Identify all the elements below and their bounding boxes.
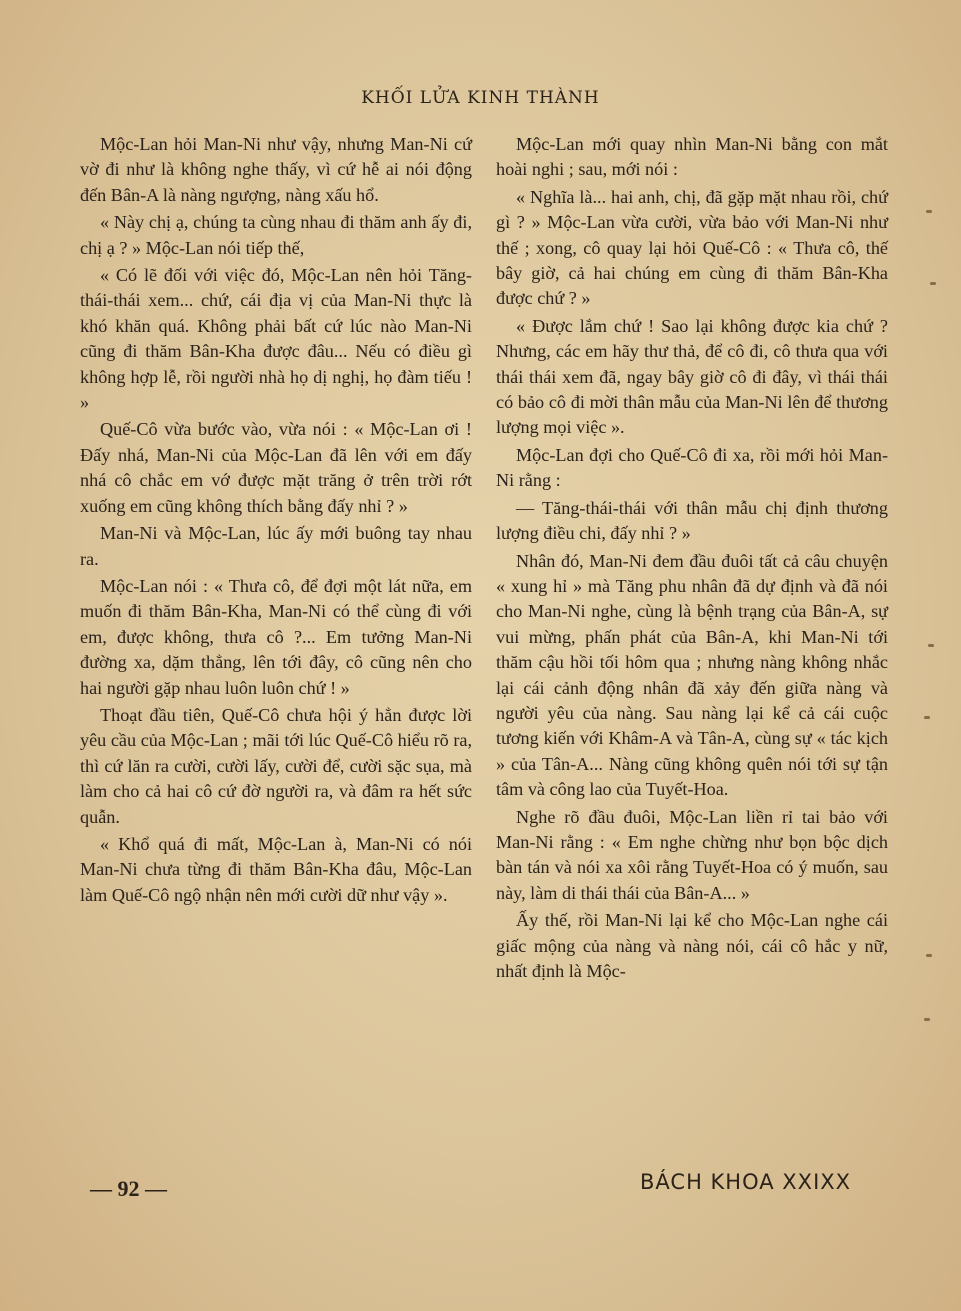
paragraph: Mộc-Lan hỏi Man-Ni như vậy, nhưng Man-Ni cứ vờ đi như là không nghe thấy, vì cứ hễ ai nói động đến Bân-A là nàng ngượng, nàng xấu hổ. bbox=[80, 134, 472, 205]
running-head: KHỐI LỬA KINH THÀNH bbox=[361, 88, 600, 108]
margin-speck bbox=[926, 210, 932, 213]
paragraph: Mộc-Lan mới quay nhìn Man-Ni bằng con mắt hoài nghi ; sau, mới nói : bbox=[496, 134, 888, 180]
margin-speck bbox=[928, 644, 934, 647]
paragraph: « Nghĩa là... hai anh, chị, đã gặp mặt nhau rồi, chứ gì ? » Mộc-Lan vừa cười, vừa bảo với Man-Ni như thế ; xong, cô quay lại hỏi Quế-Cô : « Thưa cô, thế bây giờ, cả hai chúng em cùng đi thăm Bân-Kha được chứ ? » bbox=[496, 186, 888, 309]
paragraph: Quế-Cô vừa bước vào, vừa nói : « Mộc-Lan ơi ! Đấy nhá, Man-Ni của Mộc-Lan đã lên với em đấy nhá cô chắc em vớ được mặt trăng ở trên trời rớt xuống em cũng không thích bằng đấy nhỉ ? » bbox=[80, 419, 472, 516]
paragraph: — Tăng-thái-thái với thân mẫu chị định thương lượng điều chi, đấy nhỉ ? » bbox=[496, 497, 888, 544]
paragraph: Mộc-Lan đợi cho Quế-Cô đi xa, rồi mới hỏi Man-Ni rằng : bbox=[496, 444, 888, 491]
margin-speck bbox=[930, 282, 936, 285]
paragraph: « Này chị ạ, chúng ta cùng nhau đi thăm anh ấy đi, chị ạ ? » Mộc-Lan nói tiếp thế, bbox=[80, 212, 472, 258]
paragraph: « Có lẽ đối với việc đó, Mộc-Lan nên hỏi Tăng-thái-thái xem... chứ, cái địa vị của Man-Ni thực là khó khăn quá. Không phải bất cứ lúc nào Man-Ni cũng đi thăm Bân-Kha được đâu... Nếu có điều gì không hợp lễ, rồi người nhà họ dị nghị, họ đàm tiếu ! » bbox=[80, 265, 472, 413]
paragraph: Nghe rõ đầu đuôi, Mộc-Lan liền rỉ tai bảo với Man-Ni rằng : « Em nghe chừng như bọn bộc dịch bàn tán và nói xa xôi rằng Tuyết-Hoa có ý muốn, sau này, làm di thái thái của Bân-A... » bbox=[496, 806, 888, 903]
paragraph: « Được lắm chứ ! Sao lại không được kia chứ ? Nhưng, các em hãy thư thả, để cô đi, cô thưa qua với thái thái xem đã, ngay bây giờ cô đi đây, vì thái thái có bảo cô đi mời thân mẫu của Man-Ni lên để thương lượng mọi việc ». bbox=[496, 315, 888, 438]
journal-footer: BÁCH KHOA XXIXX bbox=[640, 1170, 852, 1194]
paragraph: Man-Ni và Mộc-Lan, lúc ấy mới buông tay nhau ra. bbox=[80, 523, 472, 569]
paragraph: Thoạt đầu tiên, Quế-Cô chưa hội ý hẳn được lời yêu cầu của Mộc-Lan ; mãi tới lúc Quế-Cô hiểu rõ ra, thì cứ lăn ra cười, cười lấy, cười để, cười sặc sụa, mà làm cho cả hai cô cứ đờ người ra, và đâm ra hết sức quẫn. bbox=[80, 704, 472, 827]
right-column bbox=[496, 132, 888, 986]
paragraph: « Khổ quá đi mất, Mộc-Lan à, Man-Ni có nói Man-Ni chưa từng đi thăm Bân-Kha đâu, Mộc-Lan làm Quế-Cô ngộ nhận nên mới cười dữ như vậy ». bbox=[80, 833, 472, 905]
margin-speck bbox=[924, 716, 930, 719]
paragraph: Mộc-Lan nói : « Thưa cô, để đợi một lát nữa, em muốn đi thăm Bân-Kha, Man-Ni có thể cùng đi với em, được không, thưa cô ?... Em tưởng Man-Ni đường xa, dặm thẳng, lên tới đây, cô cũng nên cho hai người gặp nhau luôn luôn chứ ! » bbox=[80, 575, 472, 698]
margin-speck bbox=[924, 1018, 930, 1021]
left-column bbox=[80, 132, 472, 910]
paragraph: Nhân đó, Man-Ni đem đầu đuôi tất cả câu chuyện « xung hỉ » mà Tăng phu nhân đã dự định và đã nói cho Man-Ni nghe, cùng là bệnh trạng của Bân-A, sự vui mừng, phấn phát của Bân-A, khi Man-Ni tới thăm cậu hồi tối hôm qua ; nhưng nàng không nhắc lại cái cảnh động nhân đã xảy đến giữa nàng và người yêu của nàng. Sau nàng lại kể cả cái cuộc tương kiến với Khâm-A và Tân-A, cùng sự « tác kịch » của Tân-A... Nàng cũng không quên nói tới sự tận tâm và công lao của Tuyết-Hoa. bbox=[496, 550, 888, 800]
page-number: — 92 — bbox=[90, 1176, 167, 1201]
margin-speck bbox=[926, 954, 932, 957]
paragraph: Ấy thế, rồi Man-Ni lại kể cho Mộc-Lan nghe cái giấc mộng của nàng và nàng nói, cái cô hắc y nữ, nhất định là Mộc- bbox=[496, 910, 888, 981]
